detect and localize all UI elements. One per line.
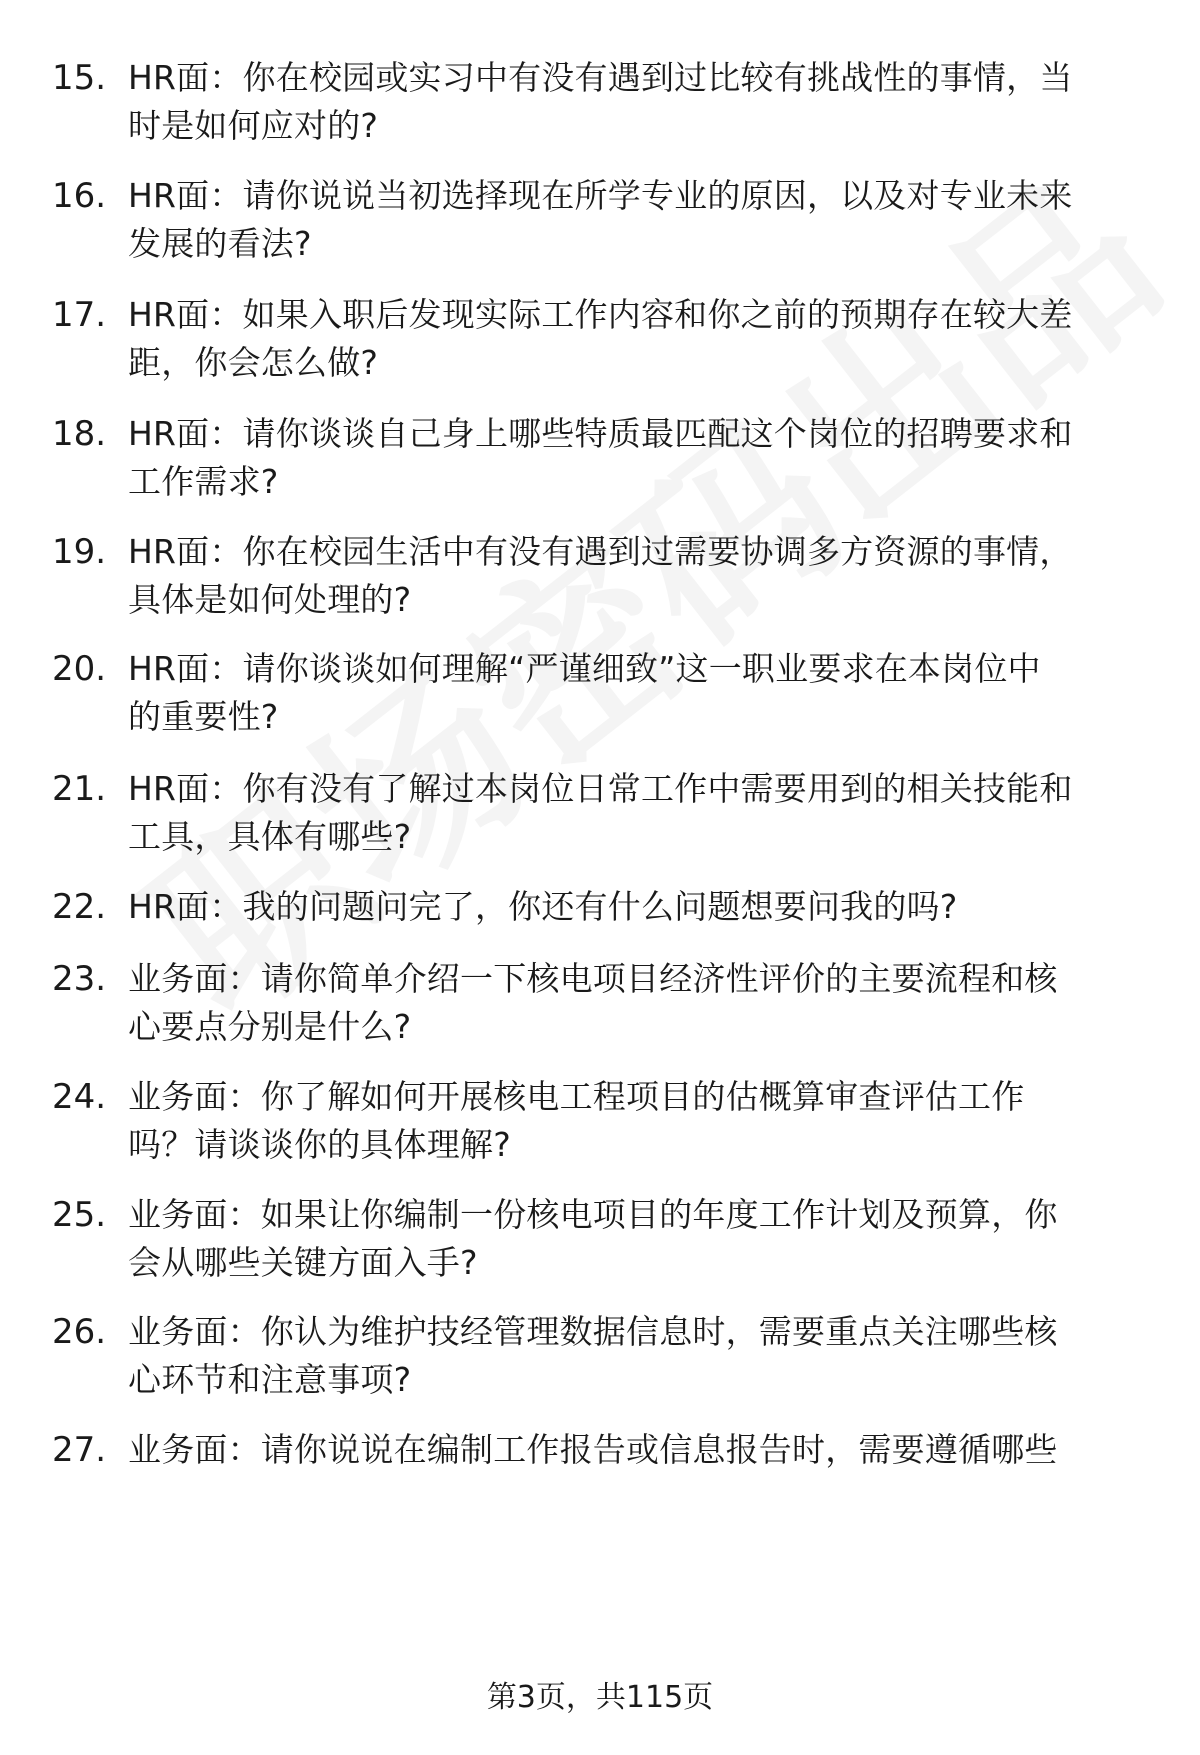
question-number: 24. (52, 1077, 107, 1117)
question-text (128, 1191, 1158, 1287)
question-text (128, 1073, 1158, 1169)
question-line: 心环节和注意事项? (128, 1360, 412, 1399)
question-line: 业务面：你了解如何开展核电工程项目的估概算审查评估工作 (128, 1077, 1025, 1116)
question-line: HR面：如果入职后发现实际工作内容和你之前的预期存在较大差 (128, 295, 1073, 334)
question-line: 业务面：如果让你编制一份核电项目的年度工作计划及预算，你 (128, 1195, 1058, 1234)
question-number: 26. (52, 1312, 107, 1352)
question-line: 吗？请谈谈你的具体理解? (128, 1125, 511, 1164)
question-number: 19. (52, 532, 107, 572)
question-text (128, 765, 1158, 861)
question-line: 时是如何应对的? (128, 106, 379, 145)
question-line: HR面：你在校园生活中有没有遇到过需要协调多方资源的事情， (128, 532, 1073, 571)
question-line: 业务面：请你说说在编制工作报告或信息报告时，需要遵循哪些 (128, 1430, 1058, 1469)
question-text (128, 54, 1158, 150)
question-number: 17. (52, 295, 107, 335)
question-line: HR面：我的问题问完了，你还有什么问题想要问我的吗? (128, 887, 958, 926)
question-text (128, 291, 1158, 387)
question-line: HR面：你有没有了解过本岗位日常工作中需要用到的相关技能和 (128, 769, 1073, 808)
question-line: 会从哪些关键方面入手? (128, 1243, 478, 1282)
question-line: 具体是如何处理的? (128, 580, 412, 619)
question-line: 心要点分别是什么? (128, 1007, 412, 1046)
question-line: 工作需求? (128, 462, 279, 501)
page-number-footer: 第3页，共115页 (486, 1680, 714, 1715)
question-line: HR面：请你说说当初选择现在所学专业的原因，以及对专业未来 (128, 176, 1073, 215)
question-number: 20. (52, 649, 107, 689)
question-text (128, 1426, 1158, 1474)
question-number: 16. (52, 176, 107, 216)
question-number: 23. (52, 959, 107, 999)
question-text (128, 528, 1158, 624)
question-text (128, 172, 1158, 268)
question-number: 15. (52, 58, 107, 98)
question-text (128, 883, 1158, 931)
question-number: 27. (52, 1430, 107, 1470)
question-number: 22. (52, 887, 107, 927)
question-text (128, 645, 1158, 741)
question-line: HR面：请你谈谈自己身上哪些特质最匹配这个岗位的招聘要求和 (128, 414, 1073, 453)
question-line: 距，你会怎么做? (128, 343, 379, 382)
question-text (128, 1308, 1158, 1404)
question-text (128, 955, 1158, 1051)
question-number: 25. (52, 1195, 107, 1235)
question-number: 21. (52, 769, 107, 809)
question-line: 业务面：请你简单介绍一下核电项目经济性评价的主要流程和核 (128, 959, 1058, 998)
question-text (128, 410, 1158, 506)
question-line: 工具，具体有哪些? (128, 817, 412, 856)
question-line: HR面：你在校园或实习中有没有遇到过比较有挑战性的事情，当 (128, 58, 1073, 97)
question-line: HR面：请你谈谈如何理解“严谨细致”这一职业要求在本岗位中 (128, 649, 1041, 688)
question-number: 18. (52, 414, 107, 454)
question-line: 发展的看法? (128, 224, 312, 263)
question-line: 的重要性? (128, 697, 279, 736)
question-line: 业务面：你认为维护技经管理数据信息时，需要重点关注哪些核 (128, 1312, 1058, 1351)
